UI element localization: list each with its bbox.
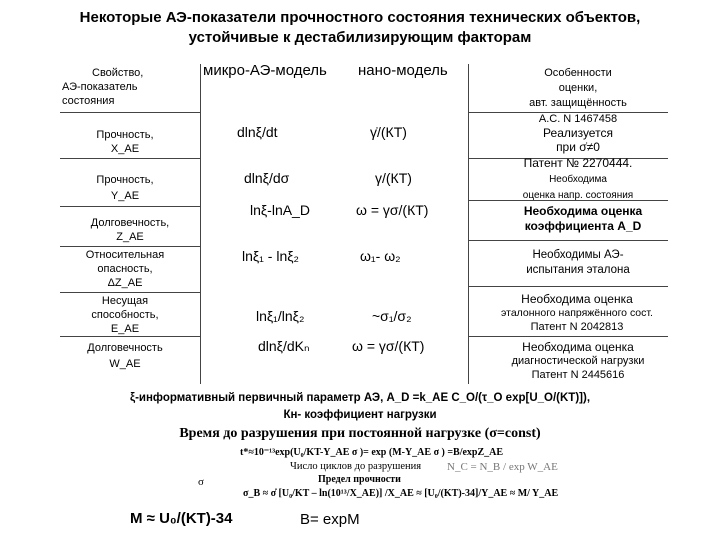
property-symbol: E_AE (110, 323, 140, 335)
row-6-features (478, 340, 678, 382)
formula-m: M ≈ U₀/(KT)-34 (130, 510, 233, 527)
row-2-micro: dlnξ/dσ (244, 170, 290, 186)
time-section-title: Время до разрушения при постоянной нагрузке (σ=const) (179, 426, 541, 441)
features-line: Реализуется (543, 126, 613, 140)
features-line: коэффициента A_D (524, 219, 642, 233)
cycles-formula: N_C = N_B / exp W_AE (447, 461, 558, 473)
header-property (62, 66, 192, 108)
property-line: Прочность, (96, 174, 154, 186)
row-3-features (478, 204, 688, 234)
features-line: Необходима оценка (522, 340, 634, 354)
header-micro: микро-АЭ-модель (203, 62, 327, 79)
row-3-property (60, 216, 200, 244)
page-title (0, 8, 720, 48)
row-5-features (472, 292, 682, 334)
title-line-2: устойчивые к дестабилизирующим факторам (188, 29, 532, 46)
features-line: Патент N 2042813 (530, 321, 624, 333)
row-6-property (60, 340, 190, 372)
features-line: диагностической нагрузки (511, 355, 645, 367)
cycles-label: Число циклов до разрушения (290, 461, 422, 472)
row-divider (60, 158, 200, 159)
features-line: А.С. N 1467458 (538, 113, 618, 125)
header-features-line: Особенности (544, 67, 612, 79)
features-line: Патент № 2270444. (523, 156, 633, 170)
property-line: Долговечность, (90, 217, 170, 229)
row-4-features (478, 248, 678, 278)
header-features-line: оценки, (558, 82, 598, 94)
row-divider (60, 336, 200, 337)
formula-strength: σ_B ≈ σ̇ [U₀/KT – ln(10¹³/X_AE)] /X_AE ≈ [U₀/(KT)-34]/Y_AE ≈ M/ Y_AE (243, 488, 559, 499)
features-line: Необходима оценка (521, 292, 633, 306)
property-line: Относительная (85, 249, 165, 261)
header-nano: нано-модель (358, 62, 448, 79)
row-4-nano: ω₁- ω₂ (360, 248, 401, 264)
property-line: опасность, (97, 263, 153, 275)
row-2-nano: γ/(КТ) (375, 170, 412, 186)
formula-b: B= expM (300, 511, 360, 528)
row-divider (468, 336, 668, 337)
features-line: Необходимы АЭ- (532, 249, 624, 261)
features-line: Необходима (549, 174, 607, 185)
row-5-nano: ~σ₁/σ₂ (372, 308, 412, 324)
header-property-line: состояния (62, 95, 115, 107)
header-features-line: авт. защищённость (529, 97, 627, 109)
features-line: эталонного напряжённого сост. (501, 307, 653, 319)
row-divider (60, 292, 200, 293)
header-property-line: АЭ-показатель (62, 81, 138, 93)
row-2-property (60, 172, 190, 204)
row-2-features (478, 172, 678, 204)
row-1-features (478, 112, 678, 170)
row-6-nano: ω = γσ/(КТ) (352, 338, 425, 354)
row-1-property (60, 128, 190, 156)
property-line: Долговечность (87, 342, 163, 354)
row-5-micro: lnξ₁/lnξ₂ (256, 308, 305, 324)
row-1-nano: γ̇/(КТ) (370, 124, 407, 140)
formula-lifetime: t*≈10⁻¹³exp(U₀/KT-Y_AE σ )= exp (M-Y_AE σ ) =B/expZ_AE (240, 447, 504, 458)
header-features (478, 66, 678, 111)
row-divider (60, 112, 200, 113)
footnote-line: Кн- коэффициент нагрузки (283, 409, 437, 421)
property-symbol: X_AE (110, 143, 140, 155)
row-divider (468, 240, 668, 241)
row-4-property (60, 248, 190, 290)
strength-label: Предел прочности (318, 474, 401, 485)
features-line: Патент N 2445616 (531, 369, 625, 381)
row-1-micro: dlnξ/dt (237, 124, 278, 140)
property-symbol: Y_AE (110, 190, 140, 202)
sigma-symbol: σ (198, 476, 204, 488)
property-symbol: ΔZ_AE (107, 277, 143, 289)
property-line: способность, (91, 309, 159, 321)
row-3-micro: lnξ-lnA_D (250, 202, 310, 218)
features-line: при σ̇≠0 (556, 140, 600, 154)
title-line-1: Некоторые АЭ-показатели прочностного состояния технических объектов, (79, 9, 641, 26)
property-symbol: W_AE (109, 358, 141, 370)
features-line: оценка напр. состояния (522, 190, 634, 201)
row-3-nano: ω = γσ/(КТ) (356, 202, 429, 218)
property-line: Прочность, (96, 129, 154, 141)
property-line: Несущая (101, 295, 149, 307)
row-4-micro: lnξ₁ - lnξ₂ (242, 248, 299, 264)
footnote (0, 390, 720, 424)
row-divider (468, 286, 668, 287)
header-property-line: Свойство, (92, 67, 144, 79)
row-6-micro: dlnξ/dKₙ (258, 338, 310, 354)
column-divider (200, 64, 201, 384)
property-symbol: Z_AE (116, 231, 144, 243)
row-5-property (60, 294, 190, 336)
row-divider (60, 246, 200, 247)
features-line: Необходима оценка (523, 204, 643, 218)
row-divider (60, 206, 200, 207)
footnote-line: ξ-информативный первичный параметр АЭ, A_D =k_AE C_O/(τ_O exp[U_O/(KT)]), (129, 392, 591, 404)
features-line: испытания эталона (526, 264, 630, 276)
